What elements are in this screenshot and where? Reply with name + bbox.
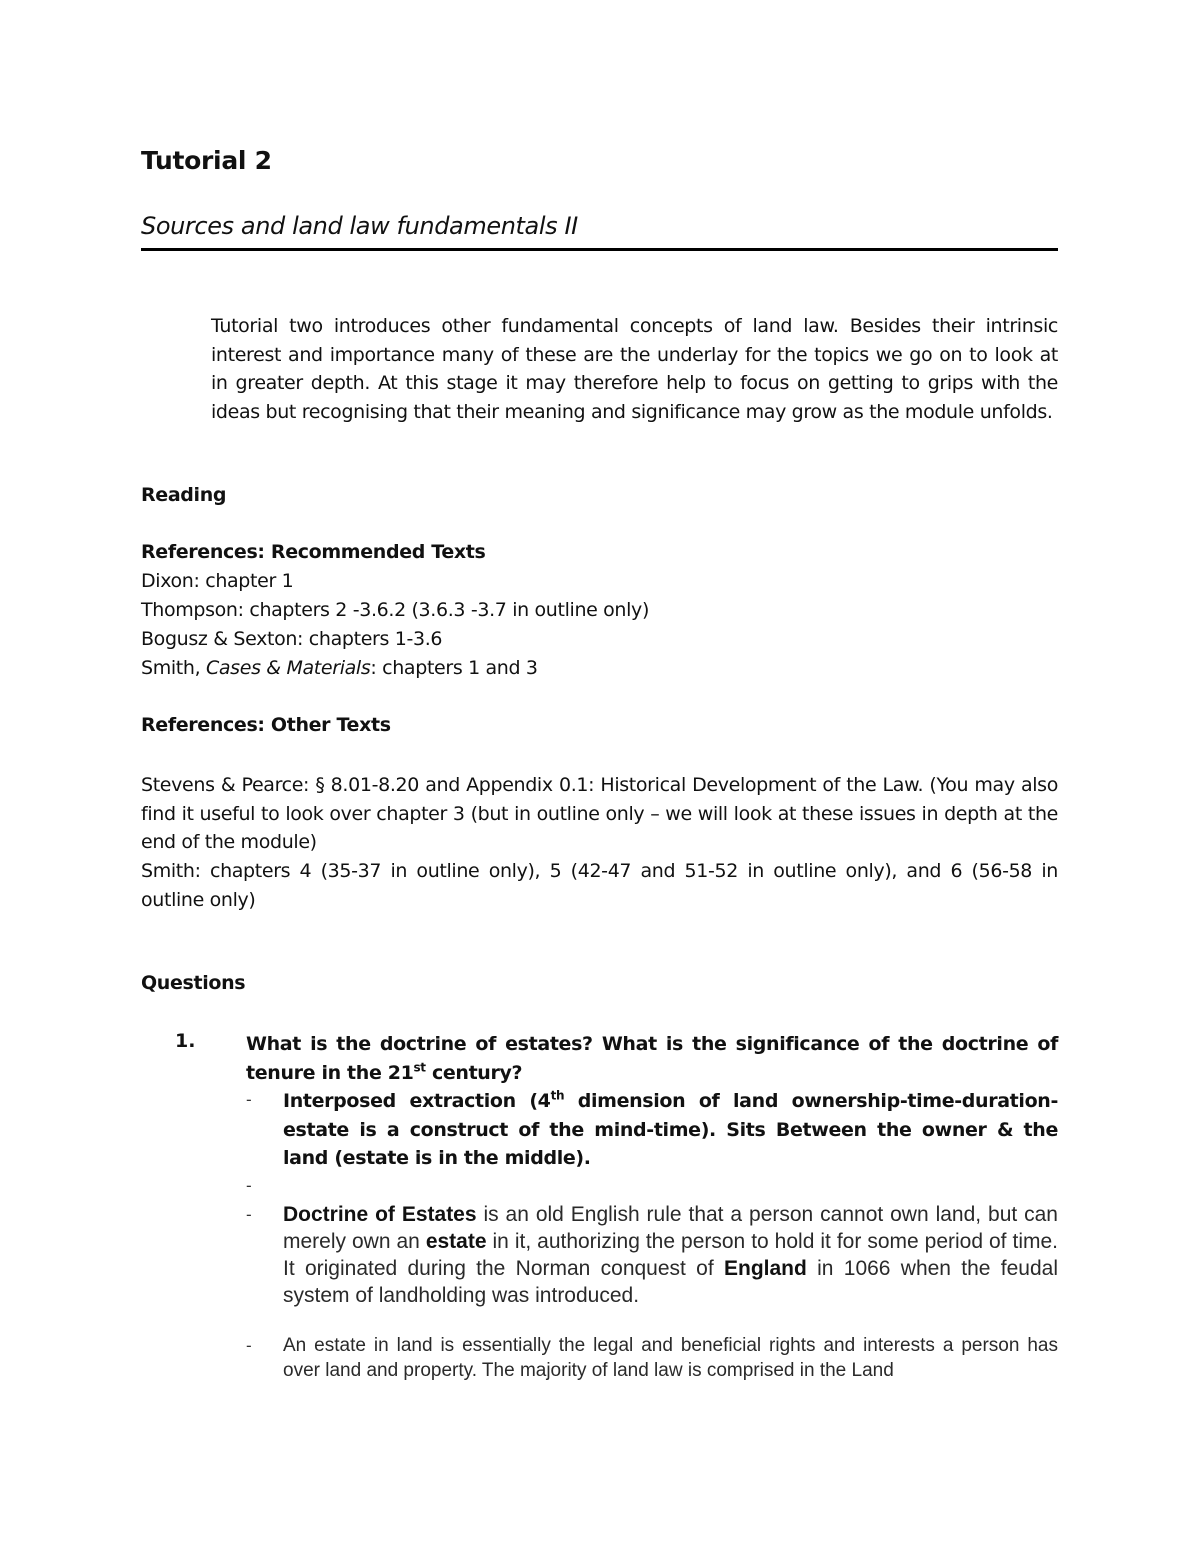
bullet-dash: - xyxy=(246,1176,252,1195)
bullet-interposed-b: dimension of land ownership-time-duration-estate is a construct of the mind-time). Sits Between the owner & the land (estate is in the middle). xyxy=(283,1090,1058,1169)
bullet-estate-in-land: An estate in land is essentially the legal and beneficial rights and interests a person has over land and property. The majority of land law is comprised in the Land xyxy=(283,1335,1058,1381)
question-text-end: century? xyxy=(425,1061,523,1084)
recommended-text-dixon: Dixon: chapter 1 xyxy=(141,570,294,592)
smith-book-title: Cases & Materials xyxy=(205,657,371,679)
smith-suffix: : chapters 1 and 3 xyxy=(370,657,538,679)
recommended-text-bogusz: Bogusz & Sexton: chapters 1-3.6 xyxy=(141,628,443,650)
other-text-stevens: Stevens & Pearce: § 8.01-8.20 and Appendix 0.1: Historical Development of the Law. (You may also find it useful to look over chapter 3 (but in outline only – we will look at these issues in depth at the end of the module) xyxy=(141,774,1058,853)
question-number: 1. xyxy=(175,1030,196,1052)
question-text-sup: st xyxy=(413,1060,426,1075)
questions-heading: Questions xyxy=(141,972,246,994)
question-text-main: What is the doctrine of estates? What is the significance of the doctrine of tenure in the 21 xyxy=(246,1033,1058,1084)
bullet-interposed-sup: th xyxy=(550,1088,565,1103)
term-england: England xyxy=(723,1257,807,1280)
bullet-doctrine-b: in it, authorizing the person to hold it for some period of time. It originated during the Norman conquest of xyxy=(283,1230,1058,1280)
intro-paragraph: Tutorial two introduces other fundamental concepts of land law. Besides their intrinsic interest and importance many of these are the underlay for the topics we go on to look at in greater depth. At this stage it may therefore help to focus on getting to grips with the ideas but recognising that their meaning and significance may grow as the module unfolds. xyxy=(211,315,1058,423)
bullet-interposed-a: Interposed extraction (4 xyxy=(283,1090,551,1112)
smith-prefix: Smith, xyxy=(141,657,206,679)
question-text xyxy=(246,1030,1058,1087)
bullet-doctrine-c: in 1066 when the feudal system of landholding was introduced. xyxy=(283,1257,1058,1307)
bullet-doctrine-a: is an old English rule that a person cannot own land, but can merely own an xyxy=(283,1203,1058,1253)
bullet-doctrine-of-estates xyxy=(283,1201,1058,1309)
page-title: Tutorial 2 xyxy=(141,146,272,175)
term-doctrine-of-estates: Doctrine of Estates xyxy=(283,1203,477,1226)
recommended-text-thompson: Thompson: chapters 2 -3.6.2 (3.6.3 -3.7 in outline only) xyxy=(141,599,650,621)
bullet-interposed xyxy=(283,1087,1058,1173)
title-divider xyxy=(141,248,1058,251)
bullet-dash: - xyxy=(246,1205,252,1224)
term-estate: estate xyxy=(425,1230,487,1253)
recommended-text-smith xyxy=(141,657,538,679)
bullet-dash: - xyxy=(246,1090,252,1109)
other-texts-heading: References: Other Texts xyxy=(141,714,391,736)
recommended-texts-heading: References: Recommended Texts xyxy=(141,541,486,563)
bullet-dash: - xyxy=(246,1336,252,1355)
other-text-smith: Smith: chapters 4 (35-37 in outline only), 5 (42-47 and 51-52 in outline only), and 6 (56-58 in outline only) xyxy=(141,860,1058,911)
reading-heading: Reading xyxy=(141,484,227,506)
page-subtitle: Sources and land law fundamentals II xyxy=(141,212,578,240)
